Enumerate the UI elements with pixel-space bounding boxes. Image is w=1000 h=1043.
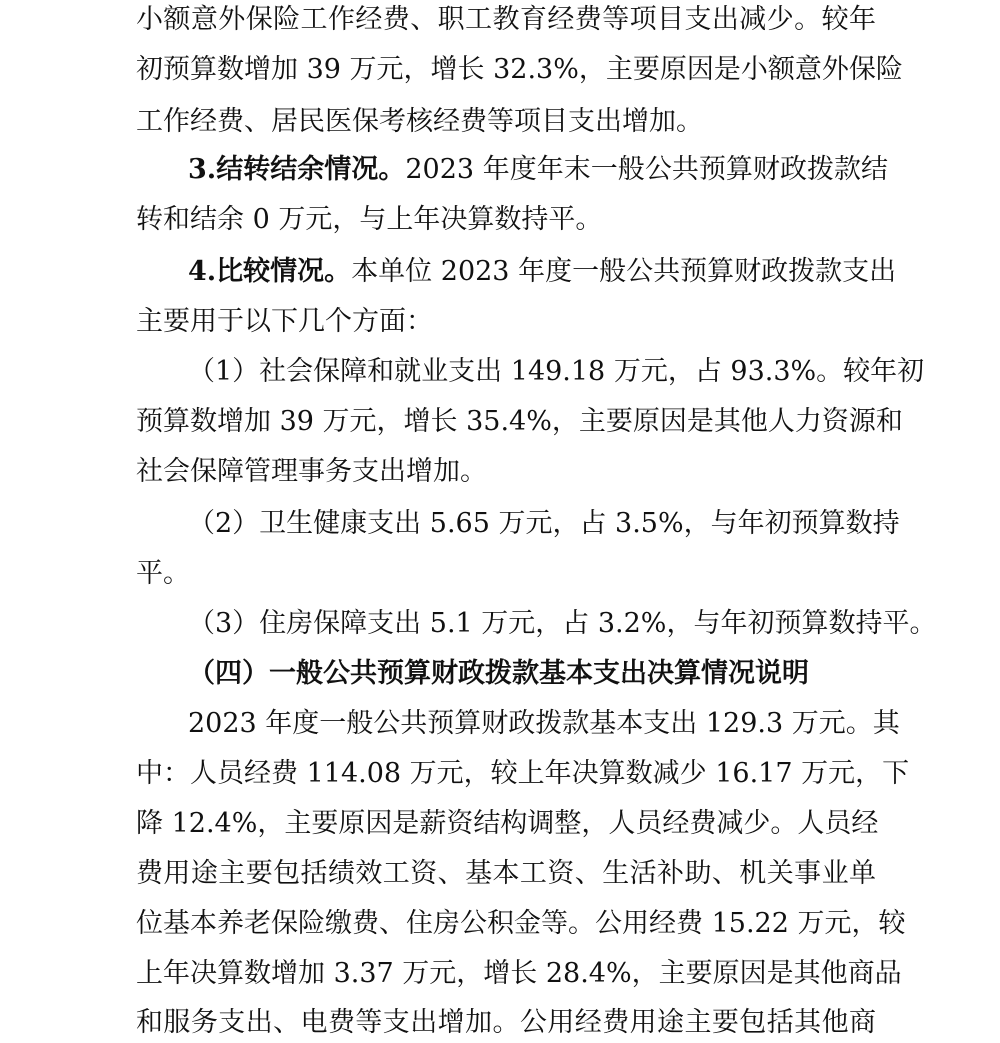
line-text: 本单位 2023 年度一般公共预算财政拨款支出 bbox=[351, 256, 897, 287]
item-1-line-1 bbox=[188, 352, 925, 392]
paragraph-line-3 bbox=[136, 102, 876, 142]
line-text: 小额意外保险工作经费、职工教育经费等项目支出减少。较年 bbox=[136, 4, 876, 35]
line-text: 中：人员经费 114.08 万元，较上年决算数减少 16.17 万元，下 bbox=[136, 758, 910, 789]
line-text: 社会保障管理事务支出增加。 bbox=[136, 456, 487, 487]
item-1-line-2 bbox=[136, 402, 903, 442]
section-heading-basic-expenditure bbox=[188, 654, 888, 694]
item-2-line-1 bbox=[188, 504, 900, 544]
basic-expenditure-line-3 bbox=[136, 804, 879, 844]
item-1-line-3 bbox=[136, 452, 876, 492]
section-4-line-1 bbox=[188, 252, 897, 292]
line-text: 2023 年度年末一般公共预算财政拨款结 bbox=[405, 154, 889, 185]
section-heading-carryover: 3.结转结余情况。 bbox=[188, 154, 406, 185]
basic-expenditure-line-4 bbox=[136, 854, 876, 894]
paragraph-line-1 bbox=[136, 0, 876, 40]
item-3-line-1 bbox=[188, 604, 937, 644]
line-text: 平。 bbox=[136, 558, 190, 589]
line-text: 工作经费、居民医保考核经费等项目支出增加。 bbox=[136, 106, 703, 137]
section-heading-comparison: 4.比较情况。 bbox=[188, 256, 352, 287]
line-text: （2）卫生健康支出 5.65 万元，占 3.5%，与年初预算数持 bbox=[188, 508, 900, 539]
line-text: 预算数增加 39 万元，增长 35.4%，主要原因是其他人力资源和 bbox=[136, 406, 903, 437]
basic-expenditure-line-1 bbox=[188, 704, 900, 744]
paragraph-line-2 bbox=[136, 50, 903, 90]
basic-expenditure-line-7 bbox=[136, 1003, 876, 1043]
section-4-line-2 bbox=[136, 302, 876, 342]
basic-expenditure-line-6 bbox=[136, 954, 902, 994]
line-text: 上年决算数增加 3.37 万元，增长 28.4%，主要原因是其他商品 bbox=[136, 958, 902, 989]
basic-expenditure-line-5 bbox=[136, 904, 906, 944]
line-text: 和服务支出、电费等支出增加。公用经费用途主要包括其他商 bbox=[136, 1007, 876, 1038]
line-text: 位基本养老保险缴费、住房公积金等。公用经费 15.22 万元，较 bbox=[136, 908, 906, 939]
line-text: 主要用于以下几个方面： bbox=[136, 306, 433, 337]
line-text: 费用途主要包括绩效工资、基本工资、生活补助、机关事业单 bbox=[136, 858, 876, 889]
section-3-line-2 bbox=[136, 200, 876, 240]
item-2-line-2 bbox=[136, 554, 876, 594]
line-text: （1）社会保障和就业支出 149.18 万元，占 93.3%。较年初 bbox=[188, 356, 925, 387]
line-text: 初预算数增加 39 万元，增长 32.3%，主要原因是小额意外保险 bbox=[136, 54, 903, 85]
basic-expenditure-line-2 bbox=[136, 754, 910, 794]
section-3-line-1 bbox=[188, 150, 888, 190]
line-text: （四）一般公共预算财政拨款基本支出决算情况说明 bbox=[188, 658, 809, 689]
line-text: 2023 年度一般公共预算财政拨款基本支出 129.3 万元。其 bbox=[188, 708, 900, 739]
line-text: （3）住房保障支出 5.1 万元，占 3.2%，与年初预算数持平。 bbox=[188, 608, 937, 639]
line-text: 降 12.4%，主要原因是薪资结构调整，人员经费减少。人员经 bbox=[136, 808, 879, 839]
line-text: 转和结余 0 万元，与上年决算数持平。 bbox=[136, 204, 603, 235]
